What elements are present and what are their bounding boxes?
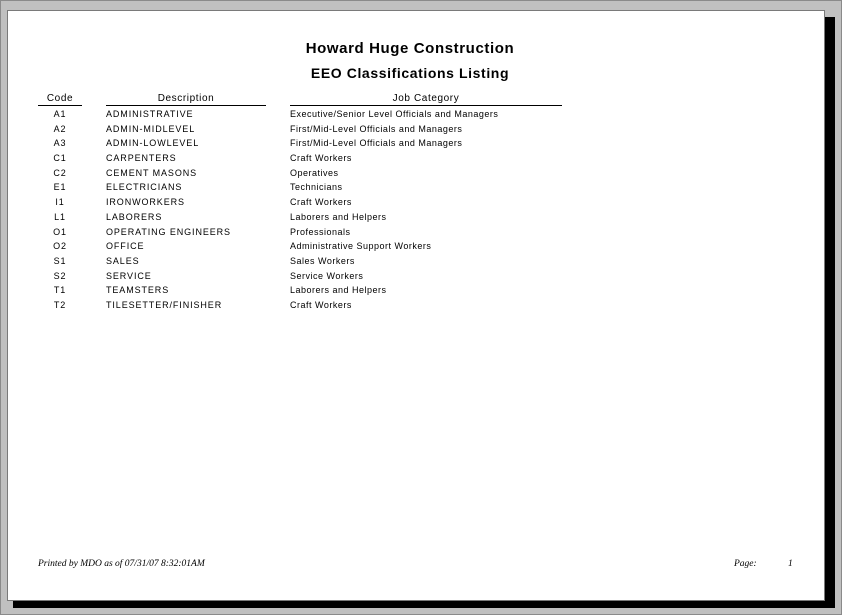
row-job-category: Executive/Senior Level Officials and Managers [290,109,499,119]
row-code: A3 [53,138,67,149]
row-job-category: Technicians [290,182,343,193]
row-description: ADMIN-MIDLEVEL [106,123,196,134]
row-description: ELECTRICIANS [106,182,183,193]
row-job-category: Laborers and Helpers [290,211,387,222]
row-description: ADMIN-LOWLEVEL [106,138,200,149]
column-header-code: Code [38,93,82,106]
row-description: ADMINISTRATIVE [106,109,194,119]
row-code: O1 [53,226,67,237]
row-code: E1 [53,182,67,193]
row-job-category: Sales Workers [290,255,355,266]
row-description: LABORERS [106,211,163,222]
row-code: O2 [53,241,67,252]
row-code: S2 [53,270,67,281]
row-code: A1 [53,109,67,119]
table-row [8,241,824,256]
row-job-category: First/Mid-Level Officials and Managers [290,138,463,149]
row-description: CEMENT MASONS [106,167,198,178]
row-job-category: Craft Workers [290,153,352,164]
table-row [8,109,824,124]
row-code: C2 [53,167,67,178]
table-row [8,285,824,300]
report-page [7,10,825,601]
column-header-description: Description [106,93,266,106]
row-description: SALES [106,255,140,266]
row-code: L1 [54,211,66,222]
printed-by-footer: Printed by MDO as of 07/31/07 8:32:01AM [38,559,205,569]
row-code: S1 [53,255,67,266]
row-job-category: Professionals [290,226,351,237]
table-row [8,212,824,227]
table-row [8,168,824,183]
row-code: T1 [53,285,67,296]
row-code: T2 [53,299,67,310]
table-row [8,153,824,168]
table-row [8,182,824,197]
page-label: Page: [734,559,757,569]
table-row [8,271,824,286]
row-description: OFFICE [106,241,145,252]
row-job-category: Administrative Support Workers [290,241,432,252]
row-job-category: Operatives [290,167,339,178]
row-description: OPERATING ENGINEERS [106,226,231,237]
row-description: CARPENTERS [106,153,177,164]
table-row [8,256,824,271]
report-title: EEO Classifications Listing [310,65,510,81]
table-row [8,138,824,153]
row-code: A2 [53,123,67,134]
page-number: 1 [788,559,793,569]
classification-table [8,109,824,315]
row-job-category: Laborers and Helpers [290,285,387,296]
row-code: I1 [55,197,65,208]
row-description: SERVICE [106,270,152,281]
row-code: C1 [53,153,67,164]
table-row [8,197,824,212]
row-job-category: First/Mid-Level Officials and Managers [290,123,463,134]
table-row [8,227,824,242]
table-row [8,124,824,139]
row-job-category: Service Workers [290,270,364,281]
column-header-job-category: Job Category [290,93,562,106]
row-job-category: Craft Workers [290,197,352,208]
row-description: TILESETTER/FINISHER [106,299,223,310]
row-description: IRONWORKERS [106,197,185,208]
row-job-category: Craft Workers [290,299,352,310]
company-name: Howard Huge Construction [305,40,515,57]
row-description: TEAMSTERS [106,285,170,296]
table-row [8,300,824,315]
